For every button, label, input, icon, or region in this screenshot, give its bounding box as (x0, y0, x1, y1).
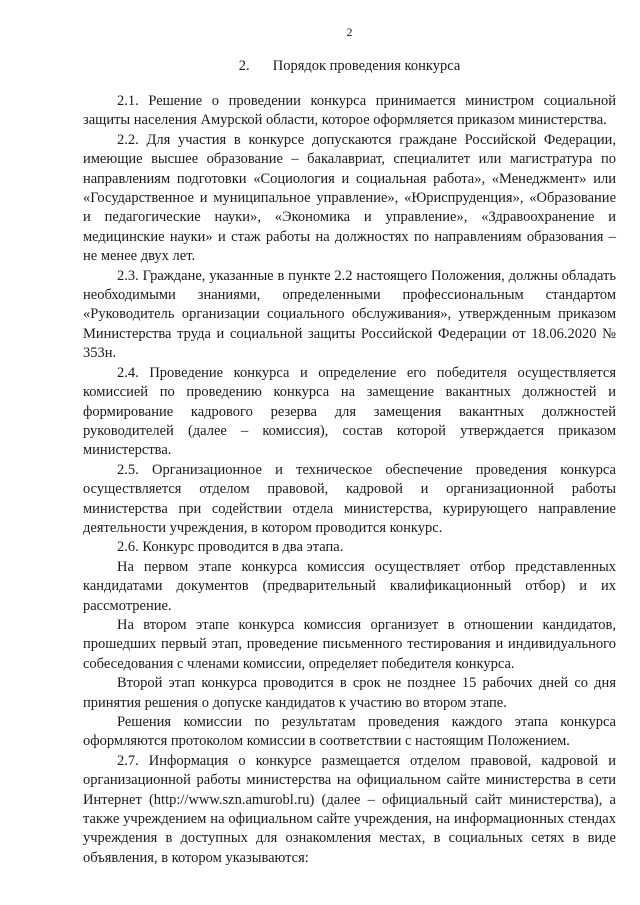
section-heading (83, 56, 616, 76)
paragraph-2-6: 2.6. Конкурс проводится в два этапа. (117, 539, 344, 556)
paragraph-commission-decisions: Решения комиссии по результатам проведения каждого этапа конкурса оформляются протоколом комиссии в соответствии с настоящим Положением. (83, 714, 616, 750)
paragraph-2-2: 2.2. Для участия в конкурсе допускаются граждане Российской Федерации, имеющие высшее образование – бакалавриат, специалитет или магистратура по направлениям подготовки «Социология и социальная работа», «Менеджмент» или «Государственное и муниципальное управление», «Юриспруденция», «Образование и педагогические науки», «Экономика и управление», «Здравоохранение и медицинские науки» и стаж работы на должностях по направлениям образования – не менее двух лет. (83, 131, 616, 265)
section-title: Порядок проведения конкурса (272, 58, 461, 74)
paragraph-2-5: 2.5. Организационное и техническое обеспечение проведения конкурса осуществляется отделом правовой, кадровой и организационной работы министерства при содействии отдела министерства, курирующего направление деятельности учреждения, в котором проводится конкурс. (83, 461, 616, 536)
body-text (83, 92, 616, 868)
paragraph-2-7: 2.7. Информация о конкурсе размещается отделом правовой, кадровой и организационной работы министерства на официальном сайте министерства в сети Интернет (http://www.szn.amurobl.ru) (далее – официальный сайт министерства), а также учреждением на официальном сайте учреждения, на информационных стендах учреждения в доступных для ознакомления местах, в социальных сетях в виде объявления, в котором указываются: (83, 752, 616, 866)
paragraph-2-1: 2.1. Решение о проведении конкурса принимается министром социальной защиты населения Амурской области, которое оформляется приказом министерства. (83, 93, 616, 129)
page-number: 2 (346, 25, 353, 39)
paragraph-2-4: 2.4. Проведение конкурса и определение его победителя осуществляется комиссией по проведению конкурса на замещение вакантных должностей и формирование кадрового резерва для замещения вакантных должностей руководителей (далее – комиссия), состав которой утверждается приказом министерства. (83, 364, 616, 459)
paragraph-stage-two: На втором этапе конкурса комиссия организует в отношении кандидатов, прошедших первый этап, проведение письменного тестирования и индивидуального собеседования с членами комиссии, определяет победителя конкурса. (83, 616, 616, 672)
paragraph-stage-two-deadline: Второй этап конкурса проводится в срок не позднее 15 рабочих дней со дня принятия решения о допуске кандидатов к участию во втором этапе. (83, 675, 616, 711)
paragraph-2-3: 2.3. Граждане, указанные в пункте 2.2 настоящего Положения, должны обладать необходимыми знаниями, определенными профессиональным стандартом «Руководитель организации социального обслуживания», утвержденным приказом Министерства труда и социальной защиты Российской Федерации от 18.06.2020 № 353н. (83, 267, 616, 362)
paragraph-stage-one: На первом этапе конкурса комиссия осуществляет отбор представленных кандидатами документов (предварительный квалификационный отбор) и их рассмотрение. (83, 558, 616, 614)
section-number: 2. (238, 58, 250, 74)
